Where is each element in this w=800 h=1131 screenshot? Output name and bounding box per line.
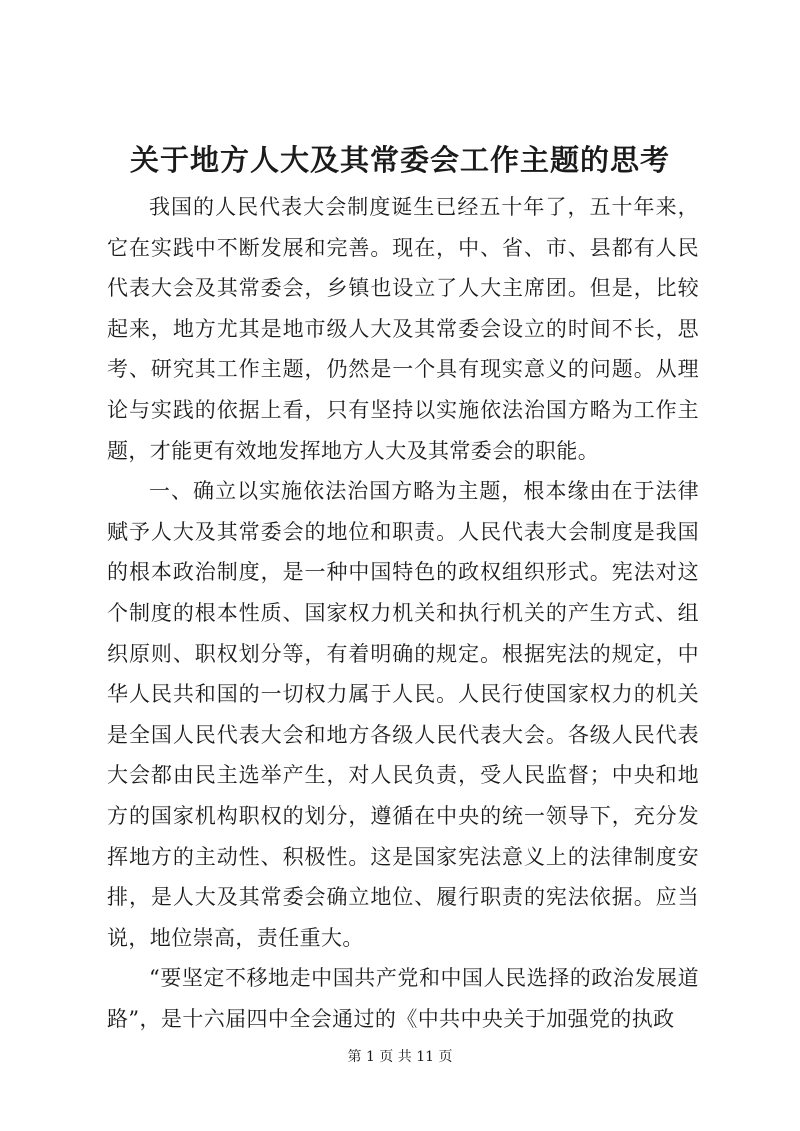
paragraph-intro: 我国的人民代表大会制度诞生已经五十年了，五十年来，它在实践中不断发展和完善。现在，中、省、市、县都有人民代表大会及其常委会，乡镇也设立了人大主席团。但是，比较起来，地方尤其是地市级人大及其常委会设立的时间不长，思考、研究其工作主题，仍然是一个具有现实意义的问题。从理论与实践的依据上看，只有坚持以实施依法治国方略为工作主题，才能更有效地发挥地方人大及其常委会的职能。 xyxy=(107,195,699,463)
page-number-footer: 第 1 页 共 11 页 xyxy=(347,1049,453,1065)
paragraph-quote: “要坚定不移地走中国共产党和中国人民选择的政治发展道路”，是十六届四中全会通过的《中共中央关于加强党的执政 xyxy=(107,966,699,1031)
paragraph-section-one: 一、确立以实施依法治国方略为主题，根本缘由在于法律赋予人大及其常委会的地位和职责。人民代表大会制度是我国的根本政治制度，是一种中国特色的政权组织形式。宪法对这个制度的根本性质、国家权力机关和执行机关的产生方式、组织原则、职权划分等，有着明确的规定。根据宪法的规定，中华人民共和国的一切权力属于人民。人民行使国家权力的机关是全国人民代表大会和地方各级人民代表大会。各级人民代表大会都由民主选举产生，对人民负责，受人民监督；中央和地方的国家机构职权的划分，遵循在中央的统一领导下，充分发挥地方的主动性、积极性。这是国家宪法意义上的法律制度安排，是人大及其常委会确立地位、履行职责的宪法依据。应当说，地位崇高，责任重大。 xyxy=(107,479,699,950)
document-body xyxy=(107,187,699,1039)
document-title: 关于地方人大及其常委会工作主题的思考 xyxy=(129,143,670,177)
